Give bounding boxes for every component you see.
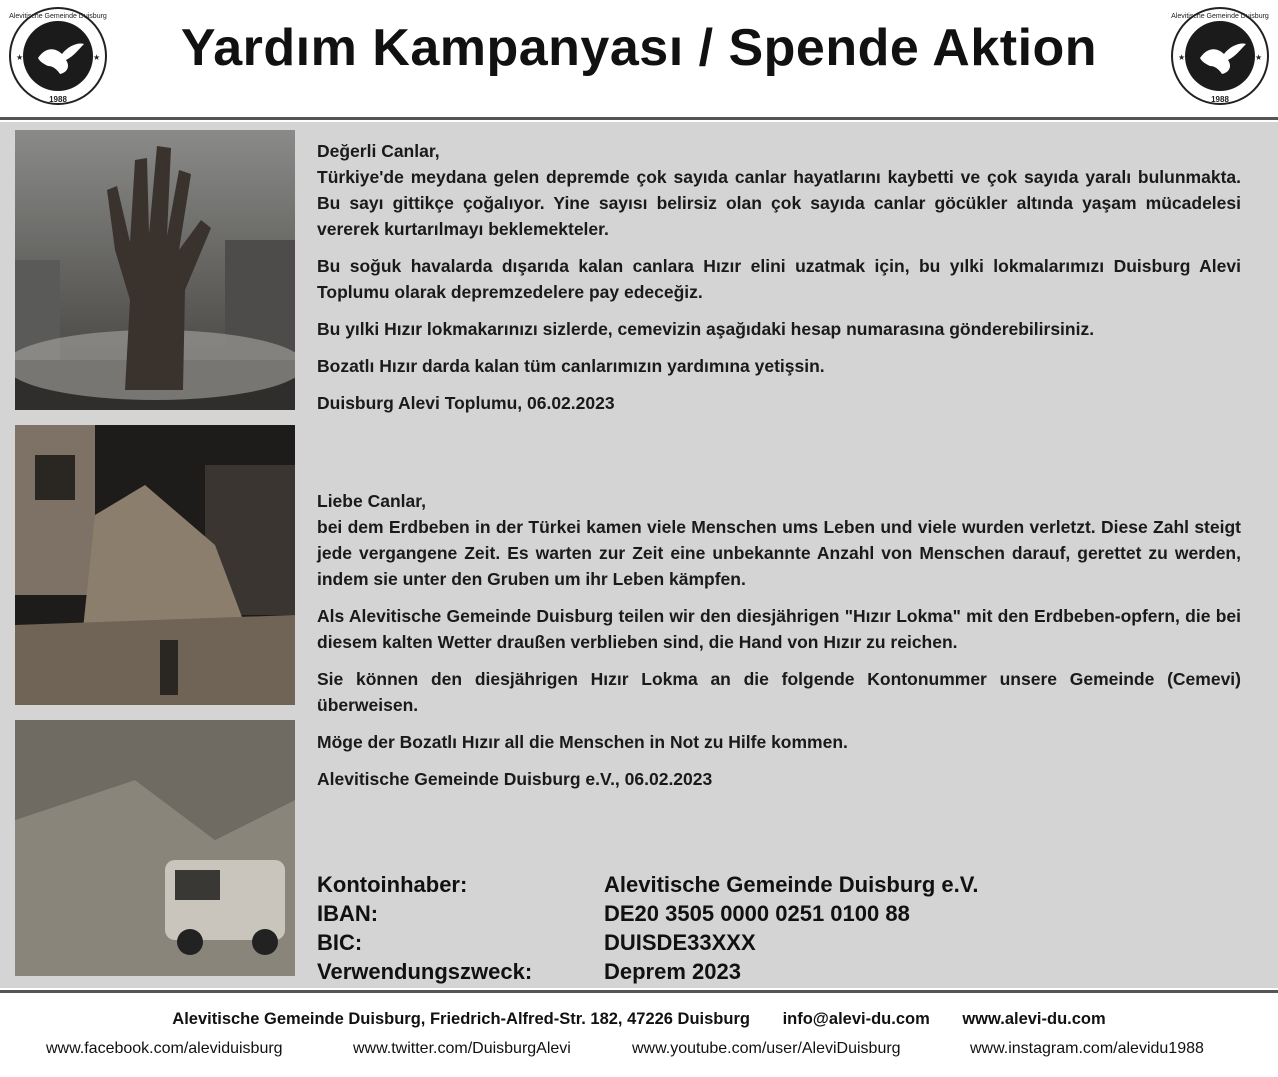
logo-year: 1988 — [49, 95, 67, 104]
turkish-paragraph: Bozatlı Hızır darda kalan tüm canlarımızın yardımına yetişsin. — [317, 356, 825, 376]
footer-twitter-link[interactable]: www.twitter.com/DuisburgAlevi — [353, 1040, 571, 1057]
turkish-message — [317, 138, 1241, 427]
footer-divider — [0, 990, 1278, 993]
bank-value: DUISDE33XXX — [604, 930, 756, 955]
turkish-paragraph: Türkiye'de meydana gelen depremde çok sayıda canlar hayatlarını kaybetti ve çok sayıda yaralı bulunmakta. Bu sayı gittikçe çoğalıyor. Yine sayısı belirsiz olan çok sayıda canlar göcükler altında yaşam mücadelesi vererek kurtarılmayı beklemekteler. — [317, 167, 1241, 239]
organization-logo-right — [1170, 6, 1270, 106]
german-signature: Alevitische Gemeinde Duisburg e.V., 06.02.2023 — [317, 769, 713, 789]
bank-label: IBAN: — [317, 901, 379, 926]
footer-facebook-link[interactable]: www.facebook.com/aleviduisburg — [46, 1040, 283, 1057]
svg-text:★: ★ — [1255, 53, 1263, 62]
german-paragraph: Als Alevitische Gemeinde Duisburg teilen wir den diesjährigen "Hızır Lokma" mit den Erdbeben-opfern, die bei diesem kalten Wetter draußen verblieben sind, die Hand von Hızır zu reichen. — [317, 606, 1241, 652]
bank-label: Kontoinhaber: — [317, 872, 468, 897]
german-paragraph: bei dem Erdbeben in der Türkei kamen viele Menschen ums Leben und viele wurden verletzt. Diese Zahl steigt jede vergangene Zeit. Es warten zur Zeit eine unbekannte Anzahl von Menschen darauf, gerettet zu werden, indem sie unter den Gruben um ihr Leben kämpfen. — [317, 517, 1241, 589]
turkish-paragraph: Bu yılki Hızır lokmakarınızı sizlerde, cemevizin aşağıdaki hesap numarasına gönderebilirsiniz. — [317, 319, 1095, 339]
bank-row-account-holder — [317, 872, 1241, 901]
header-divider — [0, 117, 1278, 120]
bank-row-bic — [317, 930, 1241, 959]
bank-value: Deprem 2023 — [604, 959, 741, 984]
bank-label: BIC: — [317, 930, 363, 955]
footer — [0, 1000, 1278, 1077]
bank-value: Alevitische Gemeinde Duisburg e.V. — [604, 872, 979, 897]
organization-logo-left — [8, 6, 108, 106]
logo-year: 1988 — [1211, 95, 1229, 104]
logo-ring-text: Alevitische Gemeinde Duisburg — [9, 13, 107, 20]
footer-instagram-link[interactable]: www.instagram.com/alevidu1988 — [970, 1040, 1204, 1057]
logo-ring-text: Alevitische Gemeinde Duisburg — [1171, 13, 1269, 20]
page-title: Yardım Kampanyası / Spende Aktion — [180, 19, 1098, 77]
bank-row-iban — [317, 901, 1241, 930]
bank-value: DE20 3505 0000 0251 0100 88 — [604, 901, 910, 926]
svg-text:★: ★ — [1178, 53, 1186, 62]
german-message — [317, 488, 1241, 803]
photo-collapsed-building-night — [15, 425, 295, 705]
german-greeting: Liebe Canlar, — [317, 491, 426, 511]
photo-hand-ruins — [15, 130, 295, 410]
svg-text:★: ★ — [16, 53, 24, 62]
footer-address: Alevitische Gemeinde Duisburg, Friedrich-Alfred-Str. 182, 47226 Duisburg — [172, 1010, 750, 1028]
bank-row-purpose — [317, 959, 1241, 988]
turkish-signature: Duisburg Alevi Toplumu, 06.02.2023 — [317, 393, 615, 413]
footer-website-link[interactable]: www.alevi-du.com — [962, 1010, 1106, 1028]
header — [0, 0, 1278, 115]
turkish-paragraph: Bu soğuk havalarda dışarıda kalan canlara Hızır elini uzatmak için, bu yılki lokmalarımızı Duisburg Alevi Toplumu olarak depremzedelere pay edeceğiz. — [317, 256, 1241, 302]
footer-email-link[interactable]: info@alevi-du.com — [782, 1010, 930, 1028]
german-paragraph: Möge der Bozatlı Hızır all die Menschen in Not zu Hilfe kommen. — [317, 732, 848, 752]
turkish-greeting: Değerli Canlar, — [317, 141, 440, 161]
german-paragraph: Sie können den diesjährigen Hızır Lokma an die folgende Kontonummer unsere Gemeinde (Cemevi) überweisen. — [317, 669, 1241, 715]
footer-youtube-link[interactable]: www.youtube.com/user/AleviDuisburg — [632, 1040, 901, 1057]
svg-text:★: ★ — [93, 53, 101, 62]
bank-label: Verwendungszweck: — [317, 959, 533, 984]
photo-rubble-van — [15, 720, 295, 976]
bank-details — [317, 872, 1241, 988]
